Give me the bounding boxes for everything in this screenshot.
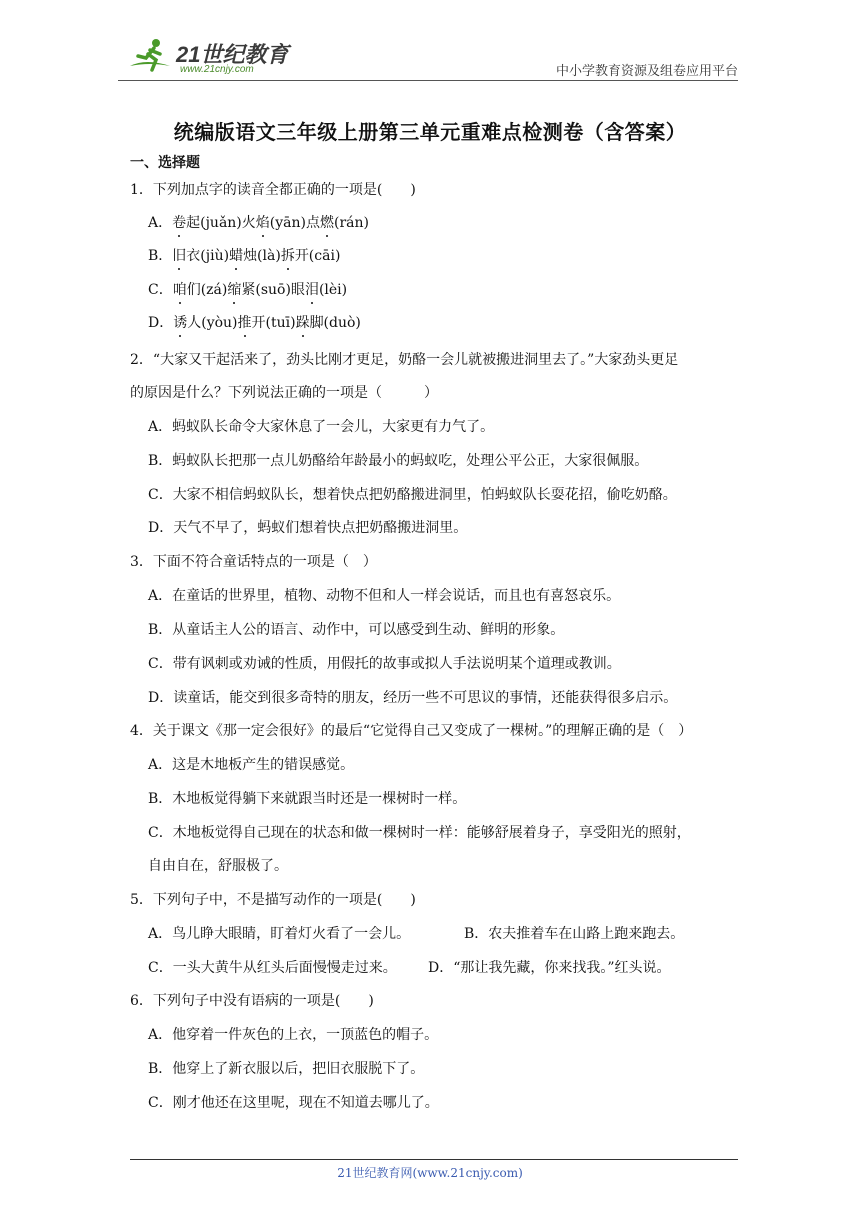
question-1-option-a: A．卷起(juǎn)火焰(yān)点燃(rán)	[148, 215, 369, 231]
question-6-option-b: B．他穿上了新衣服以后，把旧衣服脱下了。	[148, 1061, 425, 1077]
logo-url: www.21cnjy.com	[180, 64, 254, 75]
page-header	[118, 30, 738, 82]
question-5-option-c: C．一头大黄牛从红头后面慢慢走过来。	[148, 960, 397, 976]
question-3-option-a: A．在童话的世界里，植物、动物不但和人一样会说话，而且也有喜怒哀乐。	[148, 588, 621, 604]
footer-divider	[130, 1159, 738, 1160]
page-title: 统编版语文三年级上册第三单元重难点检测卷（含答案）	[173, 120, 687, 144]
question-2-stem-line2: 的原因是什么？下列说法正确的一项是（ ）	[130, 385, 438, 401]
question-1-option-b: B．旧衣(jiù)蜡烛(là)拆开(cāi)	[148, 248, 341, 264]
question-2-option-c: C．大家不相信蚂蚁队长，想着快点把奶酪搬进洞里，怕蚂蚁队长耍花招，偷吃奶酪。	[148, 487, 677, 503]
question-5-stem: 5．下列句子中，不是描写动作的一项是( )	[130, 892, 416, 908]
question-1-option-d: D．诱人(yòu)推开(tuī)跺脚(duò)	[148, 315, 361, 331]
question-4-option-c-line2: 自由自在，舒服极了。	[148, 858, 288, 874]
question-4-option-a: A．这是木地板产生的错误感觉。	[148, 757, 355, 773]
logo-text: 21世纪教育	[176, 42, 289, 67]
platform-label: 中小学教育资源及组卷应用平台	[555, 64, 738, 79]
question-5-option-a: A．鸟儿睁大眼睛，盯着灯火看了一会儿。	[148, 926, 411, 942]
question-3-option-d: D．读童话，能交到很多奇特的朋友，经历一些不可思议的事情，还能获得很多启示。	[148, 690, 678, 706]
question-6-option-a: A．他穿着一件灰色的上衣，一顶蓝色的帽子。	[148, 1027, 439, 1043]
section-heading: 一、选择题	[130, 155, 200, 171]
question-3-option-c: C．带有讽刺或劝诫的性质，用假托的故事或拟人手法说明某个道理或教训。	[148, 656, 621, 672]
question-1-option-c: C．咱们(zá)缩紧(suō)眼泪(lèi)	[148, 282, 348, 298]
question-4-option-c-line1: C．木地板觉得自己现在的状态和做一棵树时一样：能够舒展着身子，享受阳光的照射，	[148, 825, 691, 841]
question-2-option-a: A．蚂蚁队长命令大家休息了一会儿，大家更有力气了。	[148, 419, 495, 435]
question-6-stem: 6．下列句子中没有语病的一项是( )	[130, 993, 374, 1009]
question-2-option-b: B．蚂蚁队长把那一点儿奶酪给年龄最小的蚂蚁吃，处理公平公正，大家很佩服。	[148, 453, 649, 469]
logo	[126, 36, 306, 78]
runner-logo-icon	[126, 36, 174, 78]
question-5-option-d: D．“那让我先藏，你来找我。”红头说。	[428, 960, 671, 976]
question-1-stem: 1．下列加点字的读音全都正确的一项是( )	[130, 182, 416, 198]
question-4-stem: 4．关于课文《那一定会很好》的最后“它觉得自己又变成了一棵树。”的理解正确的是（ ）	[130, 723, 693, 739]
question-5-option-b: B．农夫推着车在山路上跑来跑去。	[464, 926, 685, 942]
question-3-option-b: B．从童话主人公的语言、动作中，可以感受到生动、鲜明的形象。	[148, 622, 565, 638]
question-4-option-b: B．木地板觉得躺下来就跟当时还是一棵树时一样。	[148, 791, 467, 807]
question-3-stem: 3．下面不符合童话特点的一项是（ ）	[130, 554, 377, 570]
question-6-option-c: C．刚才他还在这里呢，现在不知道去哪儿了。	[148, 1095, 439, 1111]
question-2-option-d: D．天气不早了，蚂蚁们想着快点把奶酪搬进洞里。	[148, 520, 468, 536]
header-divider	[118, 80, 738, 81]
footer-text: 21世纪教育网(www.21cnjy.com)	[337, 1166, 523, 1180]
question-2-stem-line1: 2．“大家又干起活来了，劲头比刚才更足，奶酪一会儿就被搬进洞里去了。”大家劲头更足	[130, 352, 679, 368]
